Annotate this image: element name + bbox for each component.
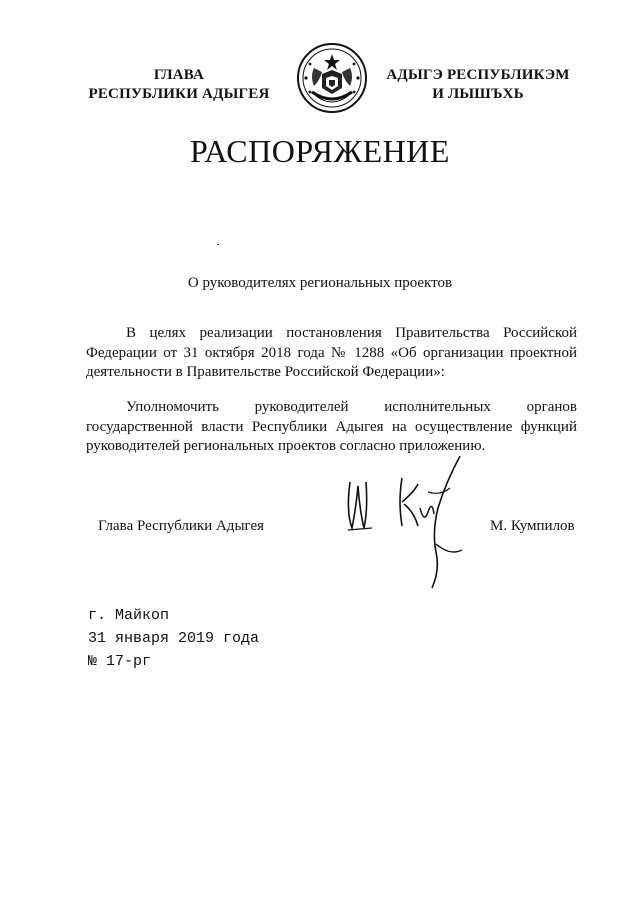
header-left-line1: ГЛАВА bbox=[153, 67, 205, 83]
header-left bbox=[76, 66, 282, 104]
stamp-city: г. Майкоп bbox=[88, 607, 170, 624]
header-right-line1: АДЫГЭ РЕСПУБЛИКЭМ bbox=[386, 67, 570, 83]
document-title: РАСПОРЯЖЕНИЕ bbox=[190, 133, 450, 169]
registration-stamp bbox=[88, 604, 259, 673]
stamp-number: № 17-рг bbox=[88, 653, 152, 670]
paragraph-preamble: В целях реализации постановления Правительства Российской Федерации от 31 октября 2018 года № 1288 «Об организации проектной деятельности в Правительстве Российской Федерации»: bbox=[86, 325, 577, 380]
signatory-title: Глава Республики Адыгея bbox=[98, 518, 265, 534]
stamp-date: 31 января 2019 года bbox=[88, 630, 260, 647]
header-left-line2: РЕСПУБЛИКИ АДЫГЕЯ bbox=[88, 86, 270, 102]
header-right bbox=[378, 66, 578, 104]
signatory-name: М. Кумпилов bbox=[490, 518, 575, 534]
paragraph-order: Уполномочить руководителей исполнительных органов государственной власти Республики Адыгея на осуществление функций руководителей региональных проектов согласно приложению. bbox=[86, 399, 577, 454]
scan-speck bbox=[217, 244, 219, 245]
header-right-line2: И ЛЫШЪХЬ bbox=[432, 86, 524, 102]
coat-of-arms-icon bbox=[292, 40, 372, 116]
document-subject: О руководителях региональных проектов bbox=[187, 275, 453, 291]
handwritten-signature-icon bbox=[328, 452, 478, 592]
